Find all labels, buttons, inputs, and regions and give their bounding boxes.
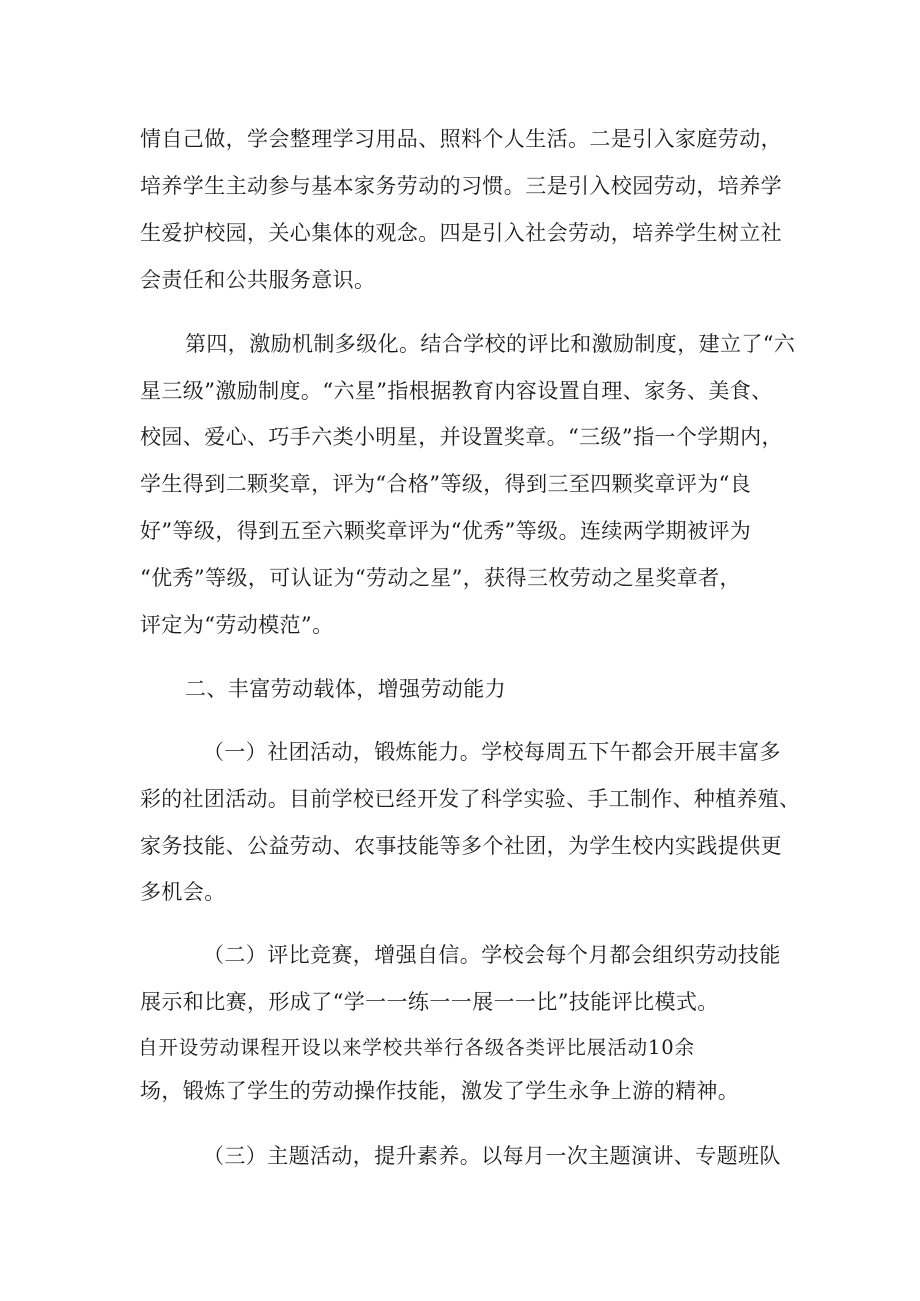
paragraph-3-line-4: 多机会。 <box>140 880 226 904</box>
paragraph-2-line-4: 学生得到二颗奖章，评为“合格”等级，得到三至四颗奖章评为“良 <box>140 472 752 496</box>
paragraph-3-line-2: 彩的社团活动。目前学校已经开发了科学实验、手工制作、种植养殖、 <box>140 787 801 811</box>
paragraph-4-line-2: 展示和比赛，形成了“学一一练一一展一一比”技能评比模式。 <box>140 990 719 1014</box>
paragraph-2-line-2: 星三级”激励制度。“六星”指根据教育内容设置自理、家务、美食、 <box>140 379 773 403</box>
paragraph-4-line-4: 场，锻炼了学生的劳动操作技能，激发了学生永争上游的精神。 <box>140 1079 740 1103</box>
paragraph-4-line-1: （二）评比竞赛，增强自信。学校会每个月都会组织劳动技能 <box>203 943 781 967</box>
paragraph-3-line-1: （一）社团活动，锻炼能力。学校每周五下午都会开展丰富多 <box>203 740 781 764</box>
paragraph-2-line-6: “优秀”等级，可认证为“劳动之星”，获得三枚劳动之星奖章者， <box>140 566 741 590</box>
paragraph-5-line-1: （三）主题活动，提升素养。以每月一次主题演讲、专题班队 <box>203 1144 781 1168</box>
paragraph-1-line-3: 生爱护校园，关心集体的观念。四是引入社会劳动，培养学生树立社 <box>140 221 782 245</box>
paragraph-3-line-3: 家务技能、公益劳动、农事技能等多个社团，为学生校内实践提供更 <box>140 834 782 858</box>
paragraph-4-line-3: 自开设劳动课程开设以来学校共举行各级各类评比展活动10余 <box>138 1036 696 1059</box>
section-heading: 二、丰富劳动载体，增强劳动能力 <box>185 677 506 701</box>
paragraph-1-line-1: 情自己做，学会整理学习用品、照料个人生活。二是引入家庭劳动， <box>140 127 782 151</box>
paragraph-2-line-7: 评定为“劳动模范”。 <box>140 613 334 637</box>
paragraph-2-line-3: 校园、爱心、巧手六类小明星，并设置奖章。“三级”指一个学期内， <box>140 425 783 449</box>
paragraph-1-line-4: 会责任和公共服务意识。 <box>140 268 376 292</box>
paragraph-1-line-2: 培养学生主动参与基本家务劳动的习惯。三是引入校园劳动，培养学 <box>140 174 782 198</box>
paragraph-2-line-5: 好”等级，得到五至六颗奖章评为“优秀”等级。连续两学期被评为 <box>140 519 752 543</box>
paragraph-2-line-1: 第四，激励机制多级化。结合学校的评比和激励制度，建立了“六 <box>185 332 796 356</box>
